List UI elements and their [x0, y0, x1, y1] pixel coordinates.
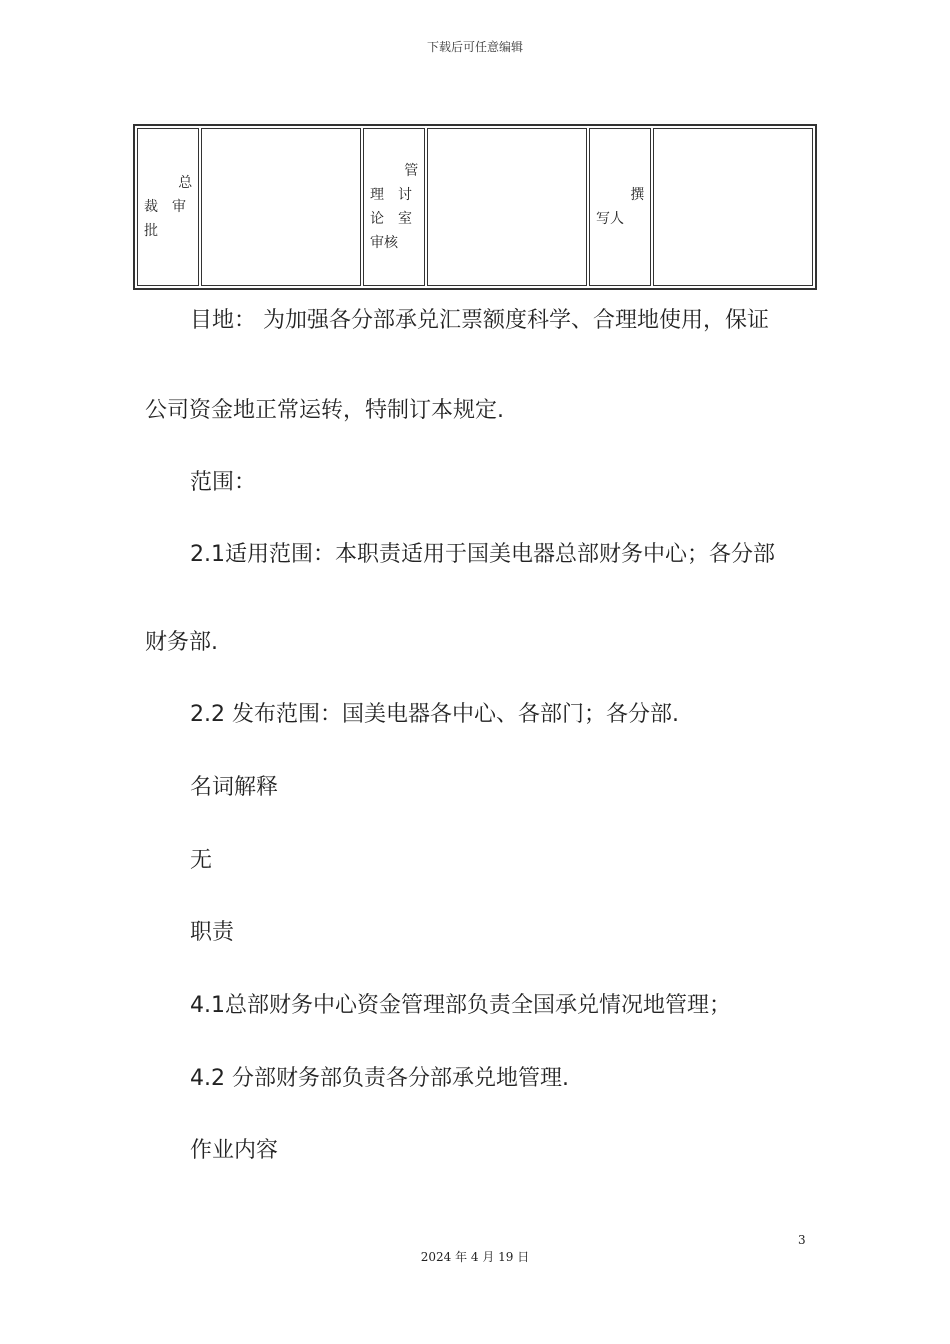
office-review-line2: 理 讨	[369, 187, 412, 203]
office-review-line4: 审核	[369, 235, 398, 251]
author-line2: 写人	[595, 211, 624, 227]
purpose-line2: 公司资金地正常运转，特制订本规定.	[145, 398, 504, 423]
office-review-label	[363, 128, 425, 286]
office-review-cell[interactable]	[427, 128, 587, 286]
office-review-line3: 论 室	[369, 211, 412, 227]
author-cell[interactable]	[653, 128, 813, 286]
page-footer-date: 2024 年 4 月 19 日	[420, 1250, 530, 1264]
duties-heading: 职责	[190, 920, 235, 945]
terms-heading: 名词解释	[190, 775, 279, 800]
president-approval-cell[interactable]	[201, 128, 361, 286]
president-approval-line1: 总	[178, 175, 193, 191]
page-header: 下载后可任意编辑	[426, 40, 523, 54]
president-approval-line3: 批	[144, 223, 158, 239]
scope-heading: 范围：	[190, 470, 257, 495]
terms-value: 无	[190, 848, 213, 873]
scope-2-2: 2.2 发布范围：国美电器各中心、各部门；各分部.	[190, 702, 679, 727]
duties-4-1: 4.1总部财务中心资金管理部负责全国承兑情况地管理；	[190, 993, 731, 1018]
author-line1: 撰	[630, 187, 645, 203]
president-approval-label	[137, 128, 199, 286]
office-review-line1: 管	[404, 163, 419, 179]
author-label	[589, 128, 651, 286]
scope-2-1-line2: 财务部.	[145, 630, 218, 655]
scope-2-1-line1: 2.1适用范围：本职责适用于国美电器总部财务中心；各分部	[190, 542, 775, 567]
duties-4-2: 4.2 分部财务部负责各分部承兑地管理.	[190, 1066, 569, 1091]
operations-heading: 作业内容	[190, 1138, 279, 1163]
page-number: 3	[798, 1233, 806, 1247]
purpose-line1: 目地： 为加强各分部承兑汇票额度科学、合理地使用，保证	[190, 308, 769, 333]
president-approval-line2: 裁 审	[144, 199, 186, 215]
signoff-table	[133, 124, 817, 290]
